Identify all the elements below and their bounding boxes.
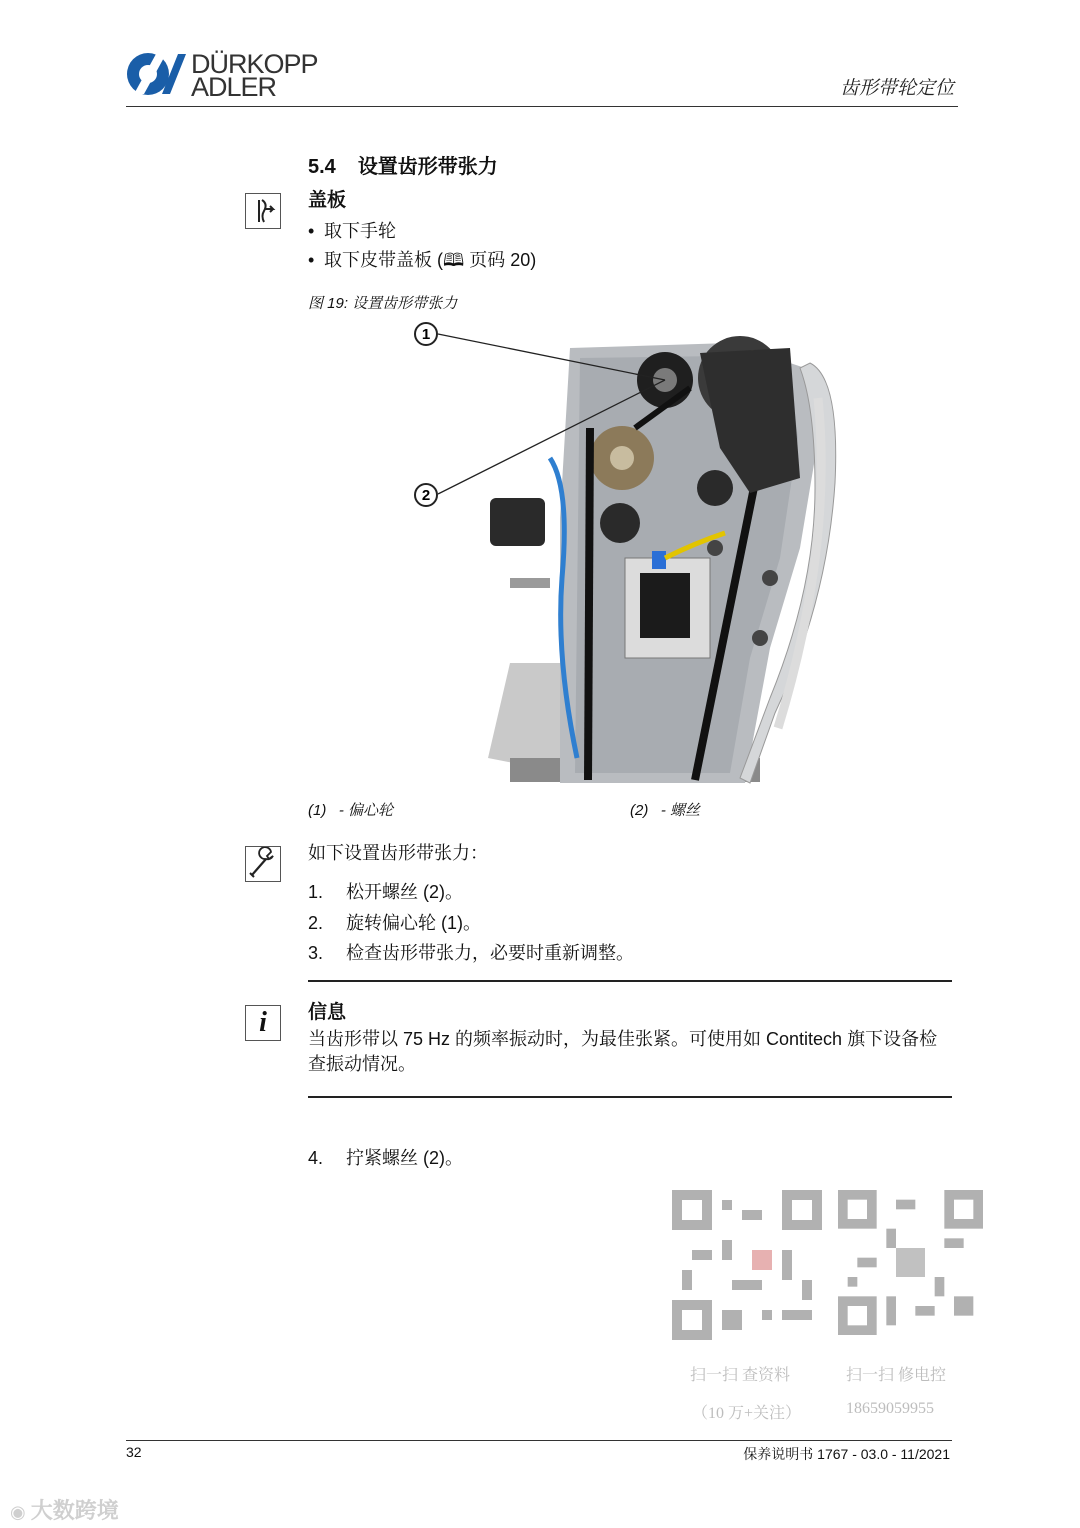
page-number: 32 (126, 1444, 142, 1460)
section-title: 设置齿形带张力 (357, 156, 498, 178)
legend-text: - 螺丝 (660, 802, 701, 819)
legend-text: - 偏心轮 (338, 802, 394, 819)
step-item (308, 939, 634, 965)
figure-caption: 图 19: 设置齿形带张力 (308, 295, 458, 312)
brand-name-line1: DÜRKOPP (191, 49, 318, 79)
info-icon (245, 1005, 281, 1041)
step-number: 4. (308, 1148, 324, 1168)
legend-number: (1) (308, 802, 327, 819)
footer-divider (126, 1440, 952, 1441)
legend-item-1 (308, 799, 393, 820)
legend-number: (2) (630, 802, 649, 819)
header-divider (126, 106, 958, 107)
section-number: 5.4 (308, 156, 336, 178)
watermark-text: 大数跨境 (30, 1498, 119, 1523)
qr-1-subcaption: （10 万+关注） (692, 1405, 802, 1422)
cover-icon (245, 193, 281, 229)
step-item (308, 878, 463, 904)
section-heading (308, 150, 498, 179)
wrench-icon (245, 846, 281, 882)
watermark (10, 1494, 119, 1525)
brand-logo (126, 50, 326, 100)
document-id: 保养说明书 1767 - 03.0 - 11/2021 (743, 1446, 950, 1462)
brand-name-line2: ADLER (191, 72, 277, 102)
callout-2-label: 2 (421, 487, 431, 504)
qr-2-caption: 扫一扫 修电控 (846, 1367, 947, 1384)
step-text: 旋转偏心轮 (1)。 (346, 913, 481, 933)
info-title: 信息 (308, 1002, 347, 1023)
cover-label: 盖板 (308, 190, 347, 211)
list-item-text: 取下皮带盖板 (🕮 页码 20) (324, 250, 537, 270)
qr-code-1 (672, 1190, 822, 1340)
step-item (308, 909, 481, 935)
qr-1-caption: 扫一扫 查资料 (690, 1367, 791, 1384)
legend-item-2 (630, 799, 700, 820)
watermark-logo-icon: ◉ (10, 1502, 31, 1522)
info-icon-letter: i (259, 1007, 267, 1038)
step-number: 1. (308, 882, 324, 902)
list-item: • 取下手轮 (308, 221, 396, 241)
info-text: 当齿形带以 75 Hz 的频率振动时，为最佳张紧。可使用如 Contitech 旗下设备检查振动情况。 (308, 1029, 938, 1074)
step-text: 拧紧螺丝 (2)。 (346, 1148, 463, 1168)
step-text: 松开螺丝 (2)。 (346, 882, 463, 902)
brand-logo-mark (126, 50, 186, 98)
chapter-title: 齿形带轮定位 (839, 78, 954, 99)
info-top-rule (308, 980, 952, 982)
procedure-intro: 如下设置齿形带张力： (308, 843, 488, 863)
qr-code-2 (838, 1190, 983, 1335)
step-item (308, 1144, 463, 1170)
machine-photo (400, 318, 845, 786)
step-text: 检查齿形带张力，必要时重新调整。 (346, 943, 634, 963)
list-item-text: 取下手轮 (324, 221, 396, 241)
callout-1-label: 1 (421, 326, 431, 343)
list-item: • 取下皮带盖板 (🕮 页码 20) (308, 250, 537, 270)
step-number: 2. (308, 913, 324, 933)
qr-2-phone: 18659059955 (846, 1400, 934, 1417)
info-bottom-rule (308, 1096, 952, 1098)
step-number: 3. (308, 943, 324, 963)
